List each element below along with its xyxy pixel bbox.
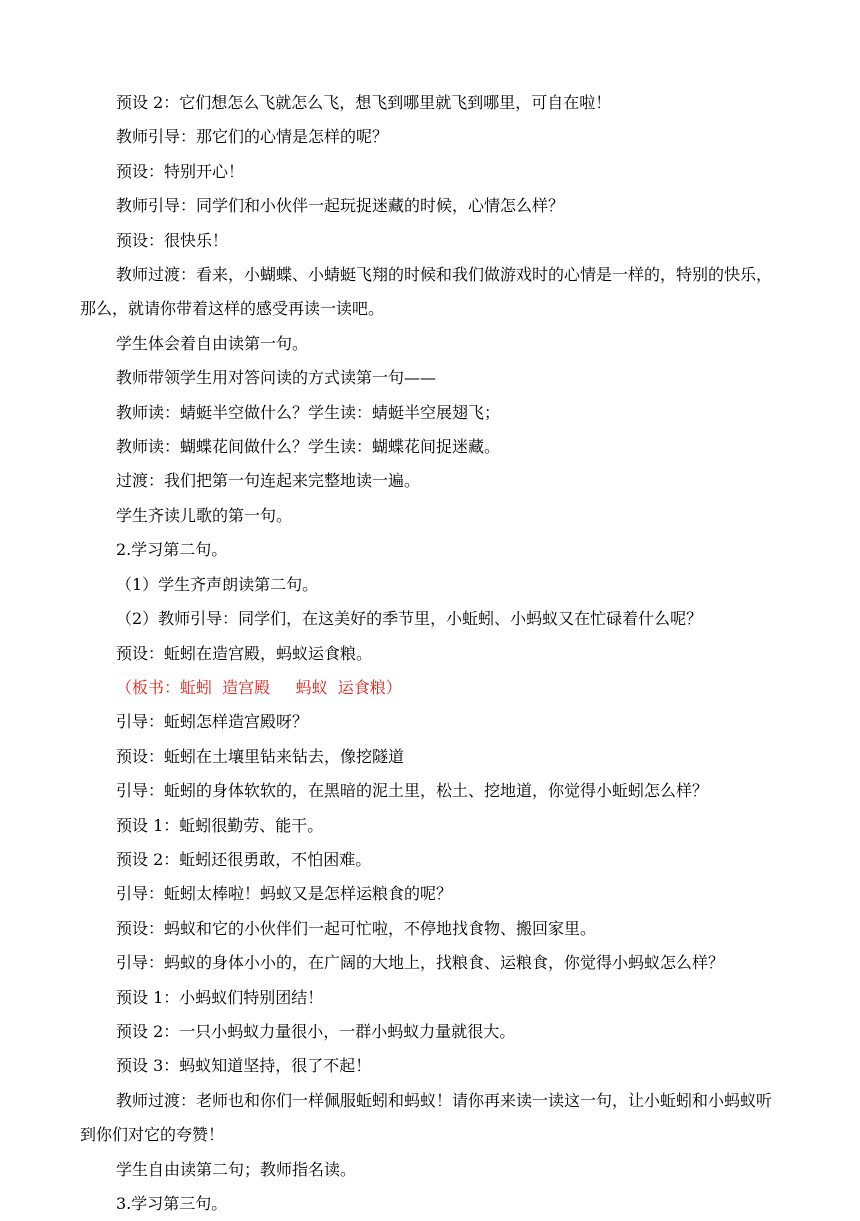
text-paragraph: 引导：蚯蚓的身体软软的，在黑暗的泥土里，松土、挖地道，你觉得小蚯蚓怎么样？ [116, 781, 709, 801]
text-paragraph: 预设：蚯蚓在造宫殿，蚂蚁运食粮。 [116, 643, 373, 663]
text-paragraph: 预设 1：蚯蚓很勤劳、能干。 [116, 815, 324, 835]
text-paragraph: （1）学生齐声朗读第二句。 [116, 574, 319, 594]
text-paragraph: 过渡：我们把第一句连起来完整地读一遍。 [116, 471, 421, 491]
text-paragraph: 教师过渡：老师也和你们一样佩服蚯蚓和蚂蚁！请你再来读一读这一句，让小蚯蚓和小蚂蚁听到你们对它的夸赞！ [80, 1090, 773, 1145]
text-paragraph: 引导：蚯蚓怎样造宫殿呀？ [116, 712, 309, 732]
text-paragraph: 预设 2：蚯蚓还很勇敢，不怕困难。 [116, 849, 372, 869]
text-paragraph: 教师过渡：看来，小蝴蝶、小蜻蜓飞翔的时候和我们做游戏时的心情是一样的，特别的快乐，那么，就请你带着这样的感受再读一读吧。 [80, 265, 773, 319]
text-paragraph: 预设：蚂蚁和它的小伙伴们一起可忙啦，不停地找食物、搬回家里。 [116, 918, 597, 938]
text-paragraph: 2.学习第二句。 [116, 540, 228, 560]
text-paragraph: 预设：特别开心！ [116, 161, 245, 181]
text-paragraph: 预设 3：蚂蚁知道坚持，很了不起！ [116, 1056, 372, 1076]
text-paragraph: 引导：蚯蚓太棒啦！蚂蚁又是怎样运粮食的呢？ [116, 884, 453, 904]
text-paragraph: （2）教师引导：同学们，在这美好的季节里，小蚯蚓、小蚂蚁又在忙碌着什么呢？ [116, 609, 703, 629]
text-paragraph: 预设 2：一只小蚂蚁力量很小，一群小蚂蚁力量就很大。 [116, 1021, 516, 1041]
text-paragraph: 学生体会着自由读第一句。 [116, 333, 309, 353]
text-paragraph: 3.学习第三句。 [116, 1194, 228, 1213]
text-paragraph: 教师引导：同学们和小伙伴一起玩捉迷藏的时候，心情怎么样？ [116, 196, 565, 216]
text-paragraph: 学生齐读儿歌的第一句。 [116, 505, 293, 525]
text-paragraph: 教师引导：那它们的心情是怎样的呢？ [116, 127, 389, 147]
text-paragraph: 预设：很快乐！ [116, 230, 229, 250]
text-paragraph: 预设 2：它们想怎么飞就怎么飞，想飞到哪里就飞到哪里，可自在啦！ [116, 93, 612, 112]
document-body [80, 86, 783, 1221]
text-paragraph: 教师读：蝴蝶花间做什么？学生读：蝴蝶花间捉迷藏。 [116, 437, 501, 457]
board-note-paragraph: （板书：蚯蚓 造宫殿 蚂蚁 运食粮） [116, 677, 402, 697]
text-paragraph: 预设：蚯蚓在土壤里钻来钻去，像挖隧道 [116, 746, 405, 766]
text-paragraph: 教师读：蜻蜓半空做什么？学生读：蜻蜓半空展翅飞； [116, 402, 501, 422]
text-paragraph: 教师带领学生用对答问读的方式读第一句—— [116, 368, 437, 388]
text-paragraph: 预设 1：小蚂蚁们特别团结！ [116, 987, 324, 1007]
text-paragraph: 引导：蚂蚁的身体小小的，在广阔的大地上，找粮食、运粮食，你觉得小蚂蚁怎么样？ [116, 953, 725, 973]
text-paragraph: 学生自由读第二句；教师指名读。 [116, 1159, 357, 1179]
